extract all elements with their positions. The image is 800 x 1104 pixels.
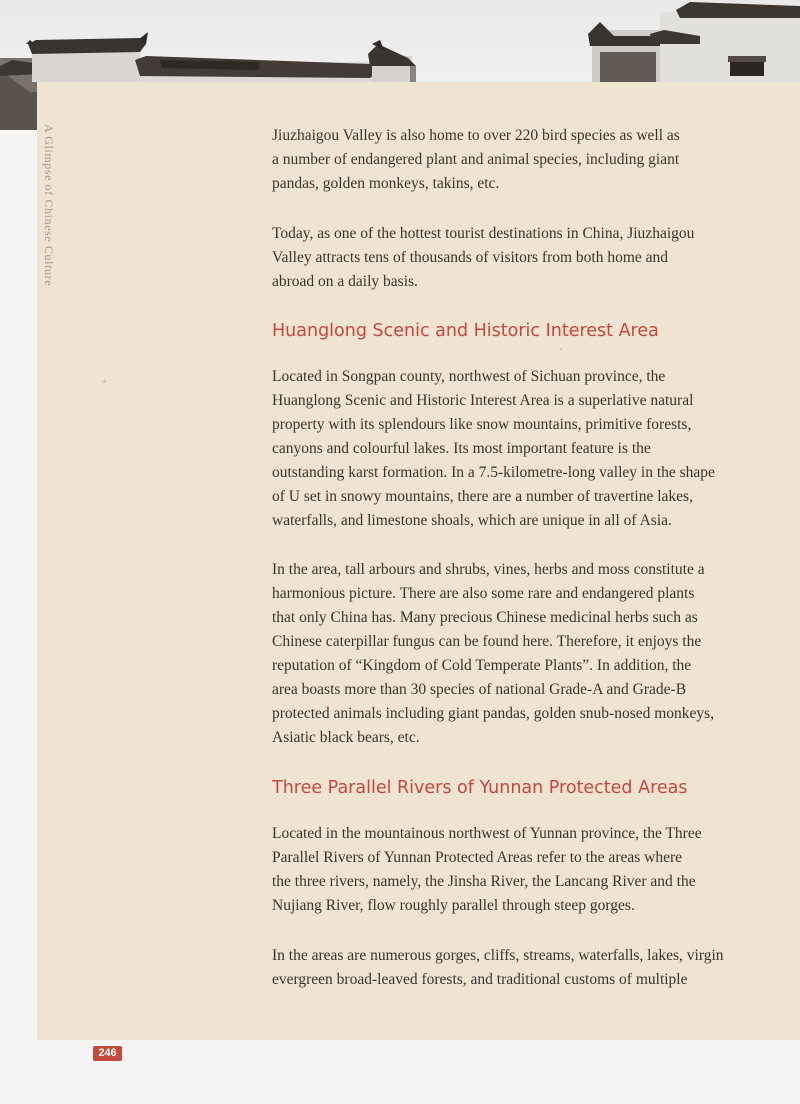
paragraph-three-rivers-features	[272, 944, 772, 992]
text-line: waterfalls, and limestone shoals, which are unique in all of Asia.	[272, 512, 672, 529]
text-line: the three rivers, namely, the Jinsha River, the Lancang River and the	[272, 873, 696, 890]
text-line: outstanding karst formation. In a 7.5-kilometre-long valley in the shape	[272, 464, 715, 481]
paragraph-three-rivers-location	[272, 822, 772, 918]
text-line: In the area, tall arbours and shrubs, vines, herbs and moss constitute a	[272, 561, 705, 578]
text-line: In the areas are numerous gorges, cliffs, streams, waterfalls, lakes, virgin	[272, 947, 724, 964]
text-line: pandas, golden monkeys, takins, etc.	[272, 175, 500, 192]
paragraph-jiuzhaigou-tourism	[272, 222, 772, 294]
paragraph-jiuzhaigou-species	[272, 124, 772, 196]
text-line: abroad on a daily basis.	[272, 273, 418, 290]
text-line: reputation of “Kingdom of Cold Temperate Plants”. In addition, the	[272, 657, 692, 674]
text-line: Nujiang River, flow roughly parallel through steep gorges.	[272, 897, 635, 914]
paragraph-huanglong-flora-fauna	[272, 558, 772, 750]
text-line: Huanglong Scenic and Historic Interest Area is a superlative natural	[272, 392, 694, 409]
paragraph-huanglong-location	[272, 365, 772, 533]
text-line: Asiatic black bears, etc.	[272, 729, 420, 746]
text-line: evergreen broad-leaved forests, and traditional customs of multiple	[272, 971, 688, 988]
text-line: Located in the mountainous northwest of Yunnan province, the Three	[272, 825, 702, 842]
text-line: Today, as one of the hottest tourist destinations in China, Jiuzhaigou	[272, 225, 695, 242]
text-line: Parallel Rivers of Yunnan Protected Areas refer to the areas where	[272, 849, 683, 866]
section-heading-huanglong: Huanglong Scenic and Historic Interest Area	[272, 321, 659, 341]
text-line: Jiuzhaigou Valley is also home to over 220 bird species as well as	[272, 127, 680, 144]
text-line: Chinese caterpillar fungus can be found here. Therefore, it enjoys the	[272, 633, 702, 650]
text-line: harmonious picture. There are also some rare and endangered plants	[272, 585, 695, 602]
text-line: Valley attracts tens of thousands of visitors from both home and	[272, 249, 669, 266]
text-line: a number of endangered plant and animal species, including giant	[272, 151, 680, 168]
text-line: of U set in snowy mountains, there are a number of travertine lakes,	[272, 488, 693, 505]
paper-speck	[560, 348, 562, 350]
text-line: property with its splendours like snow mountains, primitive forests,	[272, 416, 692, 433]
page-number-badge: 246	[93, 1046, 122, 1061]
running-title: A Glimpse of Chinese Culture	[42, 124, 56, 287]
paper-speck	[103, 380, 106, 383]
text-line: Located in Songpan county, northwest of Sichuan province, the	[272, 368, 666, 385]
section-heading-three-rivers: Three Parallel Rivers of Yunnan Protected Areas	[272, 778, 688, 798]
text-line: that only China has. Many precious Chinese medicinal herbs such as	[272, 609, 698, 626]
text-line: area boasts more than 30 species of national Grade-A and Grade-B	[272, 681, 687, 698]
text-line: protected animals including giant pandas, golden snub-nosed monkeys,	[272, 705, 715, 722]
text-line: canyons and colourful lakes. Its most important feature is the	[272, 440, 651, 457]
